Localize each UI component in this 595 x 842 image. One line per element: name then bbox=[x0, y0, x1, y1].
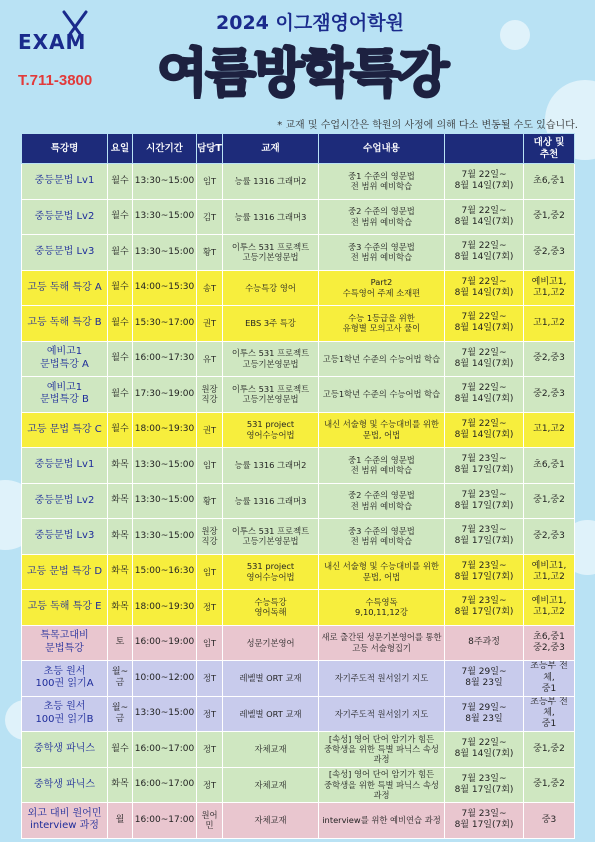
content-cell: 중1 수준의 영문법 전 범위 예비학습 bbox=[319, 164, 445, 200]
target-cell: 고1,고2 bbox=[524, 306, 575, 342]
target-cell: 중2,중3 bbox=[524, 235, 575, 271]
logo-text: EXAM bbox=[18, 30, 87, 54]
period-cell: 7월 23일~ 8월 17일(7회) bbox=[445, 590, 524, 626]
table-row bbox=[22, 199, 575, 235]
teacher-cell: 임T bbox=[197, 625, 223, 661]
period-cell: 7월 23일~ 8월 17일(7회) bbox=[445, 803, 524, 839]
time-cell: 16:00~17:00 bbox=[133, 803, 197, 839]
time-cell: 18:00~19:30 bbox=[133, 412, 197, 448]
target-cell: 중3 bbox=[524, 803, 575, 839]
day-cell: 월수 bbox=[108, 164, 133, 200]
period-cell: 7월 22일~ 8월 14일(7회) bbox=[445, 199, 524, 235]
course-name-cell: 고등 문법 특강 D bbox=[22, 554, 108, 590]
target-cell: 중2,중3 bbox=[524, 519, 575, 555]
day-cell: 월수 bbox=[108, 199, 133, 235]
day-cell: 월수 bbox=[108, 732, 133, 768]
table-row bbox=[22, 732, 575, 768]
table-row bbox=[22, 767, 575, 803]
target-cell: 고1,고2 bbox=[524, 412, 575, 448]
book-cell: 자체교재 bbox=[223, 732, 319, 768]
book-cell: 능률 1316 그래머3 bbox=[223, 483, 319, 519]
header-day: 요일 bbox=[108, 134, 133, 164]
header-period bbox=[445, 134, 524, 164]
target-cell: 중2,중3 bbox=[524, 377, 575, 413]
content-cell: 중3 수준의 영문법 전 범위 예비학습 bbox=[319, 519, 445, 555]
teacher-cell: 김T bbox=[197, 199, 223, 235]
time-cell: 18:00~19:30 bbox=[133, 590, 197, 626]
period-cell: 7월 22일~ 8월 14일(7회) bbox=[445, 341, 524, 377]
period-cell: 7월 29일~ 8월 23일 bbox=[445, 661, 524, 697]
course-name-cell: 중등문법 Lv3 bbox=[22, 235, 108, 271]
book-cell: 성문기본영어 bbox=[223, 625, 319, 661]
table-row bbox=[22, 377, 575, 413]
teacher-cell: 정T bbox=[197, 696, 223, 732]
period-cell: 7월 23일~ 8월 17일(7회) bbox=[445, 767, 524, 803]
content-cell: 자기주도적 원서읽기 지도 bbox=[319, 696, 445, 732]
teacher-cell: 정T bbox=[197, 732, 223, 768]
content-cell: 자기주도적 원서읽기 지도 bbox=[319, 661, 445, 697]
day-cell: 월수 bbox=[108, 341, 133, 377]
table-row bbox=[22, 696, 575, 732]
content-cell: [속성] 영어 단어 암기가 힘든 중학생을 위한 특별 파닉스 속성 과정 bbox=[319, 732, 445, 768]
teacher-cell: 정T bbox=[197, 767, 223, 803]
target-cell: 초6,중1 bbox=[524, 164, 575, 200]
course-name-cell: 고등 독해 특강 B bbox=[22, 306, 108, 342]
table-row bbox=[22, 661, 575, 697]
teacher-cell: 임T bbox=[197, 448, 223, 484]
day-cell: 화목 bbox=[108, 554, 133, 590]
notice-text: * 교재 및 수업시간은 학원의 사정에 의해 다소 변동될 수도 있습니다. bbox=[277, 120, 578, 131]
day-cell: 월수 bbox=[108, 377, 133, 413]
period-cell: 7월 22일~ 8월 14일(7회) bbox=[445, 164, 524, 200]
day-cell: 월~금 bbox=[108, 661, 133, 697]
course-name-cell: 중등문법 Lv2 bbox=[22, 199, 108, 235]
day-cell: 월수 bbox=[108, 306, 133, 342]
header-target: 대상 및 추천 bbox=[524, 134, 575, 164]
target-cell: 초6,중1 bbox=[524, 448, 575, 484]
period-cell: 7월 23일~ 8월 17일(7회) bbox=[445, 554, 524, 590]
period-cell: 7월 22일~ 8월 14일(7회) bbox=[445, 377, 524, 413]
course-name-cell: 외고 대비 원어민 interview 과정 bbox=[22, 803, 108, 839]
table-row bbox=[22, 554, 575, 590]
book-cell: 이투스 531 프로젝트 고등기본영문법 bbox=[223, 519, 319, 555]
day-cell: 월 bbox=[108, 803, 133, 839]
table-row bbox=[22, 519, 575, 555]
time-cell: 13:30~15:00 bbox=[133, 483, 197, 519]
table-row bbox=[22, 590, 575, 626]
poster-header bbox=[0, 0, 595, 132]
content-cell: interview를 위한 예비연습 과정 bbox=[319, 803, 445, 839]
table-row bbox=[22, 235, 575, 271]
teacher-cell: 권T bbox=[197, 306, 223, 342]
teacher-cell: 임T bbox=[197, 164, 223, 200]
course-name-cell: 중등문법 Lv1 bbox=[22, 164, 108, 200]
poster-title: 여름방학특강 bbox=[157, 44, 447, 104]
period-cell: 7월 29일~ 8월 23일 bbox=[445, 696, 524, 732]
target-cell: 예비고1, 고1,고2 bbox=[524, 590, 575, 626]
period-cell: 7월 22일~ 8월 14일(7회) bbox=[445, 270, 524, 306]
target-cell: 초등부 전체, 중1 bbox=[524, 696, 575, 732]
day-cell: 화목 bbox=[108, 519, 133, 555]
time-cell: 13:30~15:00 bbox=[133, 164, 197, 200]
day-cell: 화목 bbox=[108, 448, 133, 484]
target-cell: 예비고1, 고1,고2 bbox=[524, 554, 575, 590]
content-cell: 수특영독 9,10,11,12강 bbox=[319, 590, 445, 626]
teacher-cell: 임T bbox=[197, 554, 223, 590]
teacher-cell: 송T bbox=[197, 270, 223, 306]
book-cell: 자체교재 bbox=[223, 803, 319, 839]
period-cell: 7월 23일~ 8월 17일(7회) bbox=[445, 483, 524, 519]
course-name-cell: 특목고대비 문법특강 bbox=[22, 625, 108, 661]
day-cell: 월수 bbox=[108, 270, 133, 306]
table-row bbox=[22, 270, 575, 306]
course-name-cell: 고등 독해 특강 E bbox=[22, 590, 108, 626]
header-teacher: 담당T bbox=[197, 134, 223, 164]
target-cell: 초6,중1 중2,중3 bbox=[524, 625, 575, 661]
period-cell: 7월 23일~ 8월 17일(7회) bbox=[445, 519, 524, 555]
target-cell: 중2,중3 bbox=[524, 341, 575, 377]
teacher-cell: 유T bbox=[197, 341, 223, 377]
table-row bbox=[22, 625, 575, 661]
day-cell: 화목 bbox=[108, 590, 133, 626]
content-cell: [속성] 영어 단어 암기가 힘든 중학생을 위한 특별 파닉스 속성 과정 bbox=[319, 767, 445, 803]
header-course-name: 특강명 bbox=[22, 134, 108, 164]
book-cell: 능률 1316 그래머3 bbox=[223, 199, 319, 235]
time-cell: 16:00~17:00 bbox=[133, 732, 197, 768]
course-name-cell: 중등문법 Lv3 bbox=[22, 519, 108, 555]
course-name-cell: 고등 독해 특강 A bbox=[22, 270, 108, 306]
day-cell: 월수 bbox=[108, 412, 133, 448]
teacher-cell: 원어민 bbox=[197, 803, 223, 839]
book-cell: 531 project 영어수능어법 bbox=[223, 412, 319, 448]
table-row bbox=[22, 164, 575, 200]
content-cell: 고등1학년 수준의 수능어법 학습 bbox=[319, 377, 445, 413]
table-row bbox=[22, 483, 575, 519]
book-cell: 레벨별 ORT 교재 bbox=[223, 696, 319, 732]
content-cell: 중3 수준의 영문법 전 범위 예비학습 bbox=[319, 235, 445, 271]
teacher-cell: 정T bbox=[197, 661, 223, 697]
book-cell: 자체교재 bbox=[223, 767, 319, 803]
target-cell: 중1,중2 bbox=[524, 199, 575, 235]
course-name-cell: 초등 원서 100권 읽기A bbox=[22, 661, 108, 697]
table-row bbox=[22, 803, 575, 839]
time-cell: 16:00~17:00 bbox=[133, 767, 197, 803]
teacher-cell: 원장 직강 bbox=[197, 519, 223, 555]
time-cell: 16:00~19:00 bbox=[133, 625, 197, 661]
day-cell: 화목 bbox=[108, 767, 133, 803]
phone-number: T.711-3800 bbox=[18, 72, 93, 89]
course-name-cell: 중학생 파닉스 bbox=[22, 767, 108, 803]
period-cell: 7월 22일~ 8월 14일(7회) bbox=[445, 412, 524, 448]
day-cell: 월수 bbox=[108, 235, 133, 271]
time-cell: 14:00~15:30 bbox=[133, 270, 197, 306]
period-cell: 7월 22일~ 8월 14일(7회) bbox=[445, 732, 524, 768]
book-cell: EBS 3주 특강 bbox=[223, 306, 319, 342]
target-cell: 중1,중2 bbox=[524, 767, 575, 803]
time-cell: 13:30~15:00 bbox=[133, 199, 197, 235]
content-cell: 새로 출간된 성문기본영어를 통한 고등 서술형집기 bbox=[319, 625, 445, 661]
book-cell: 능률 1316 그래머2 bbox=[223, 448, 319, 484]
course-name-cell: 중등문법 Lv1 bbox=[22, 448, 108, 484]
teacher-cell: 황T bbox=[197, 235, 223, 271]
target-cell: 중1,중2 bbox=[524, 732, 575, 768]
course-name-cell: 중등문법 Lv2 bbox=[22, 483, 108, 519]
content-cell: 중1 수준의 영문법 전 범위 예비학습 bbox=[319, 448, 445, 484]
time-cell: 10:00~12:00 bbox=[133, 661, 197, 697]
time-cell: 15:30~17:00 bbox=[133, 306, 197, 342]
course-name-cell: 예비고1 문법특강 A bbox=[22, 341, 108, 377]
header-book: 교재 bbox=[223, 134, 319, 164]
content-cell: 중2 수준의 영문법 전 범위 예비학습 bbox=[319, 199, 445, 235]
book-cell: 이투스 531 프로젝트 고등기본영문법 bbox=[223, 341, 319, 377]
time-cell: 16:00~17:30 bbox=[133, 341, 197, 377]
table-row bbox=[22, 341, 575, 377]
target-cell: 초등부 전체, 중1 bbox=[524, 661, 575, 697]
book-cell: 531 project 영어수능어법 bbox=[223, 554, 319, 590]
time-cell: 17:30~19:00 bbox=[133, 377, 197, 413]
teacher-cell: 황T bbox=[197, 483, 223, 519]
book-cell: 수능특강 영어독해 bbox=[223, 590, 319, 626]
time-cell: 13:30~15:00 bbox=[133, 696, 197, 732]
course-name-cell: 초등 원서 100권 읽기B bbox=[22, 696, 108, 732]
target-cell: 예비고1, 고1,고2 bbox=[524, 270, 575, 306]
table-header-row bbox=[22, 134, 575, 164]
time-cell: 13:30~15:00 bbox=[133, 448, 197, 484]
book-cell: 레벨별 ORT 교재 bbox=[223, 661, 319, 697]
table-row bbox=[22, 412, 575, 448]
teacher-cell: 원장 직강 bbox=[197, 377, 223, 413]
teacher-cell: 권T bbox=[197, 412, 223, 448]
book-cell: 능률 1316 그래머2 bbox=[223, 164, 319, 200]
table-row bbox=[22, 306, 575, 342]
day-cell: 화목 bbox=[108, 483, 133, 519]
content-cell: Part2 수특영어 주제 소재편 bbox=[319, 270, 445, 306]
table-row bbox=[22, 448, 575, 484]
book-cell: 이투스 531 프로젝트 고등기본영문법 bbox=[223, 235, 319, 271]
time-cell: 13:30~15:00 bbox=[133, 235, 197, 271]
content-cell: 내신 서술형 및 수능대비를 위한 문법, 어법 bbox=[319, 412, 445, 448]
teacher-cell: 정T bbox=[197, 590, 223, 626]
header-content: 수업내용 bbox=[319, 134, 445, 164]
book-cell: 수능특강 영어 bbox=[223, 270, 319, 306]
poster-subtitle: 2024 이그잼영어학원 bbox=[216, 12, 404, 34]
period-cell: 7월 22일~ 8월 14일(7회) bbox=[445, 306, 524, 342]
period-cell: 7월 23일~ 8월 17일(7회) bbox=[445, 448, 524, 484]
content-cell: 내신 서술형 및 수능대비를 위한 문법, 어법 bbox=[319, 554, 445, 590]
course-name-cell: 중학생 파닉스 bbox=[22, 732, 108, 768]
content-cell: 중2 수준의 영문법 전 범위 예비학습 bbox=[319, 483, 445, 519]
time-cell: 15:00~16:30 bbox=[133, 554, 197, 590]
header-time: 시간기간 bbox=[133, 134, 197, 164]
course-schedule-table bbox=[21, 133, 575, 839]
content-cell: 고등1학년 수준의 수능어법 학습 bbox=[319, 341, 445, 377]
book-cell: 이투스 531 프로젝트 고등기본영문법 bbox=[223, 377, 319, 413]
target-cell: 중1,중2 bbox=[524, 483, 575, 519]
course-name-cell: 고등 문법 특강 C bbox=[22, 412, 108, 448]
day-cell: 월~금 bbox=[108, 696, 133, 732]
course-name-cell: 예비고1 문법특강 B bbox=[22, 377, 108, 413]
day-cell: 토 bbox=[108, 625, 133, 661]
content-cell: 수능 1등급을 위한 유형별 모의고사 풀이 bbox=[319, 306, 445, 342]
period-cell: 7월 22일~ 8월 14일(7회) bbox=[445, 235, 524, 271]
period-cell: 8주과정 bbox=[445, 625, 524, 661]
time-cell: 13:30~15:00 bbox=[133, 519, 197, 555]
